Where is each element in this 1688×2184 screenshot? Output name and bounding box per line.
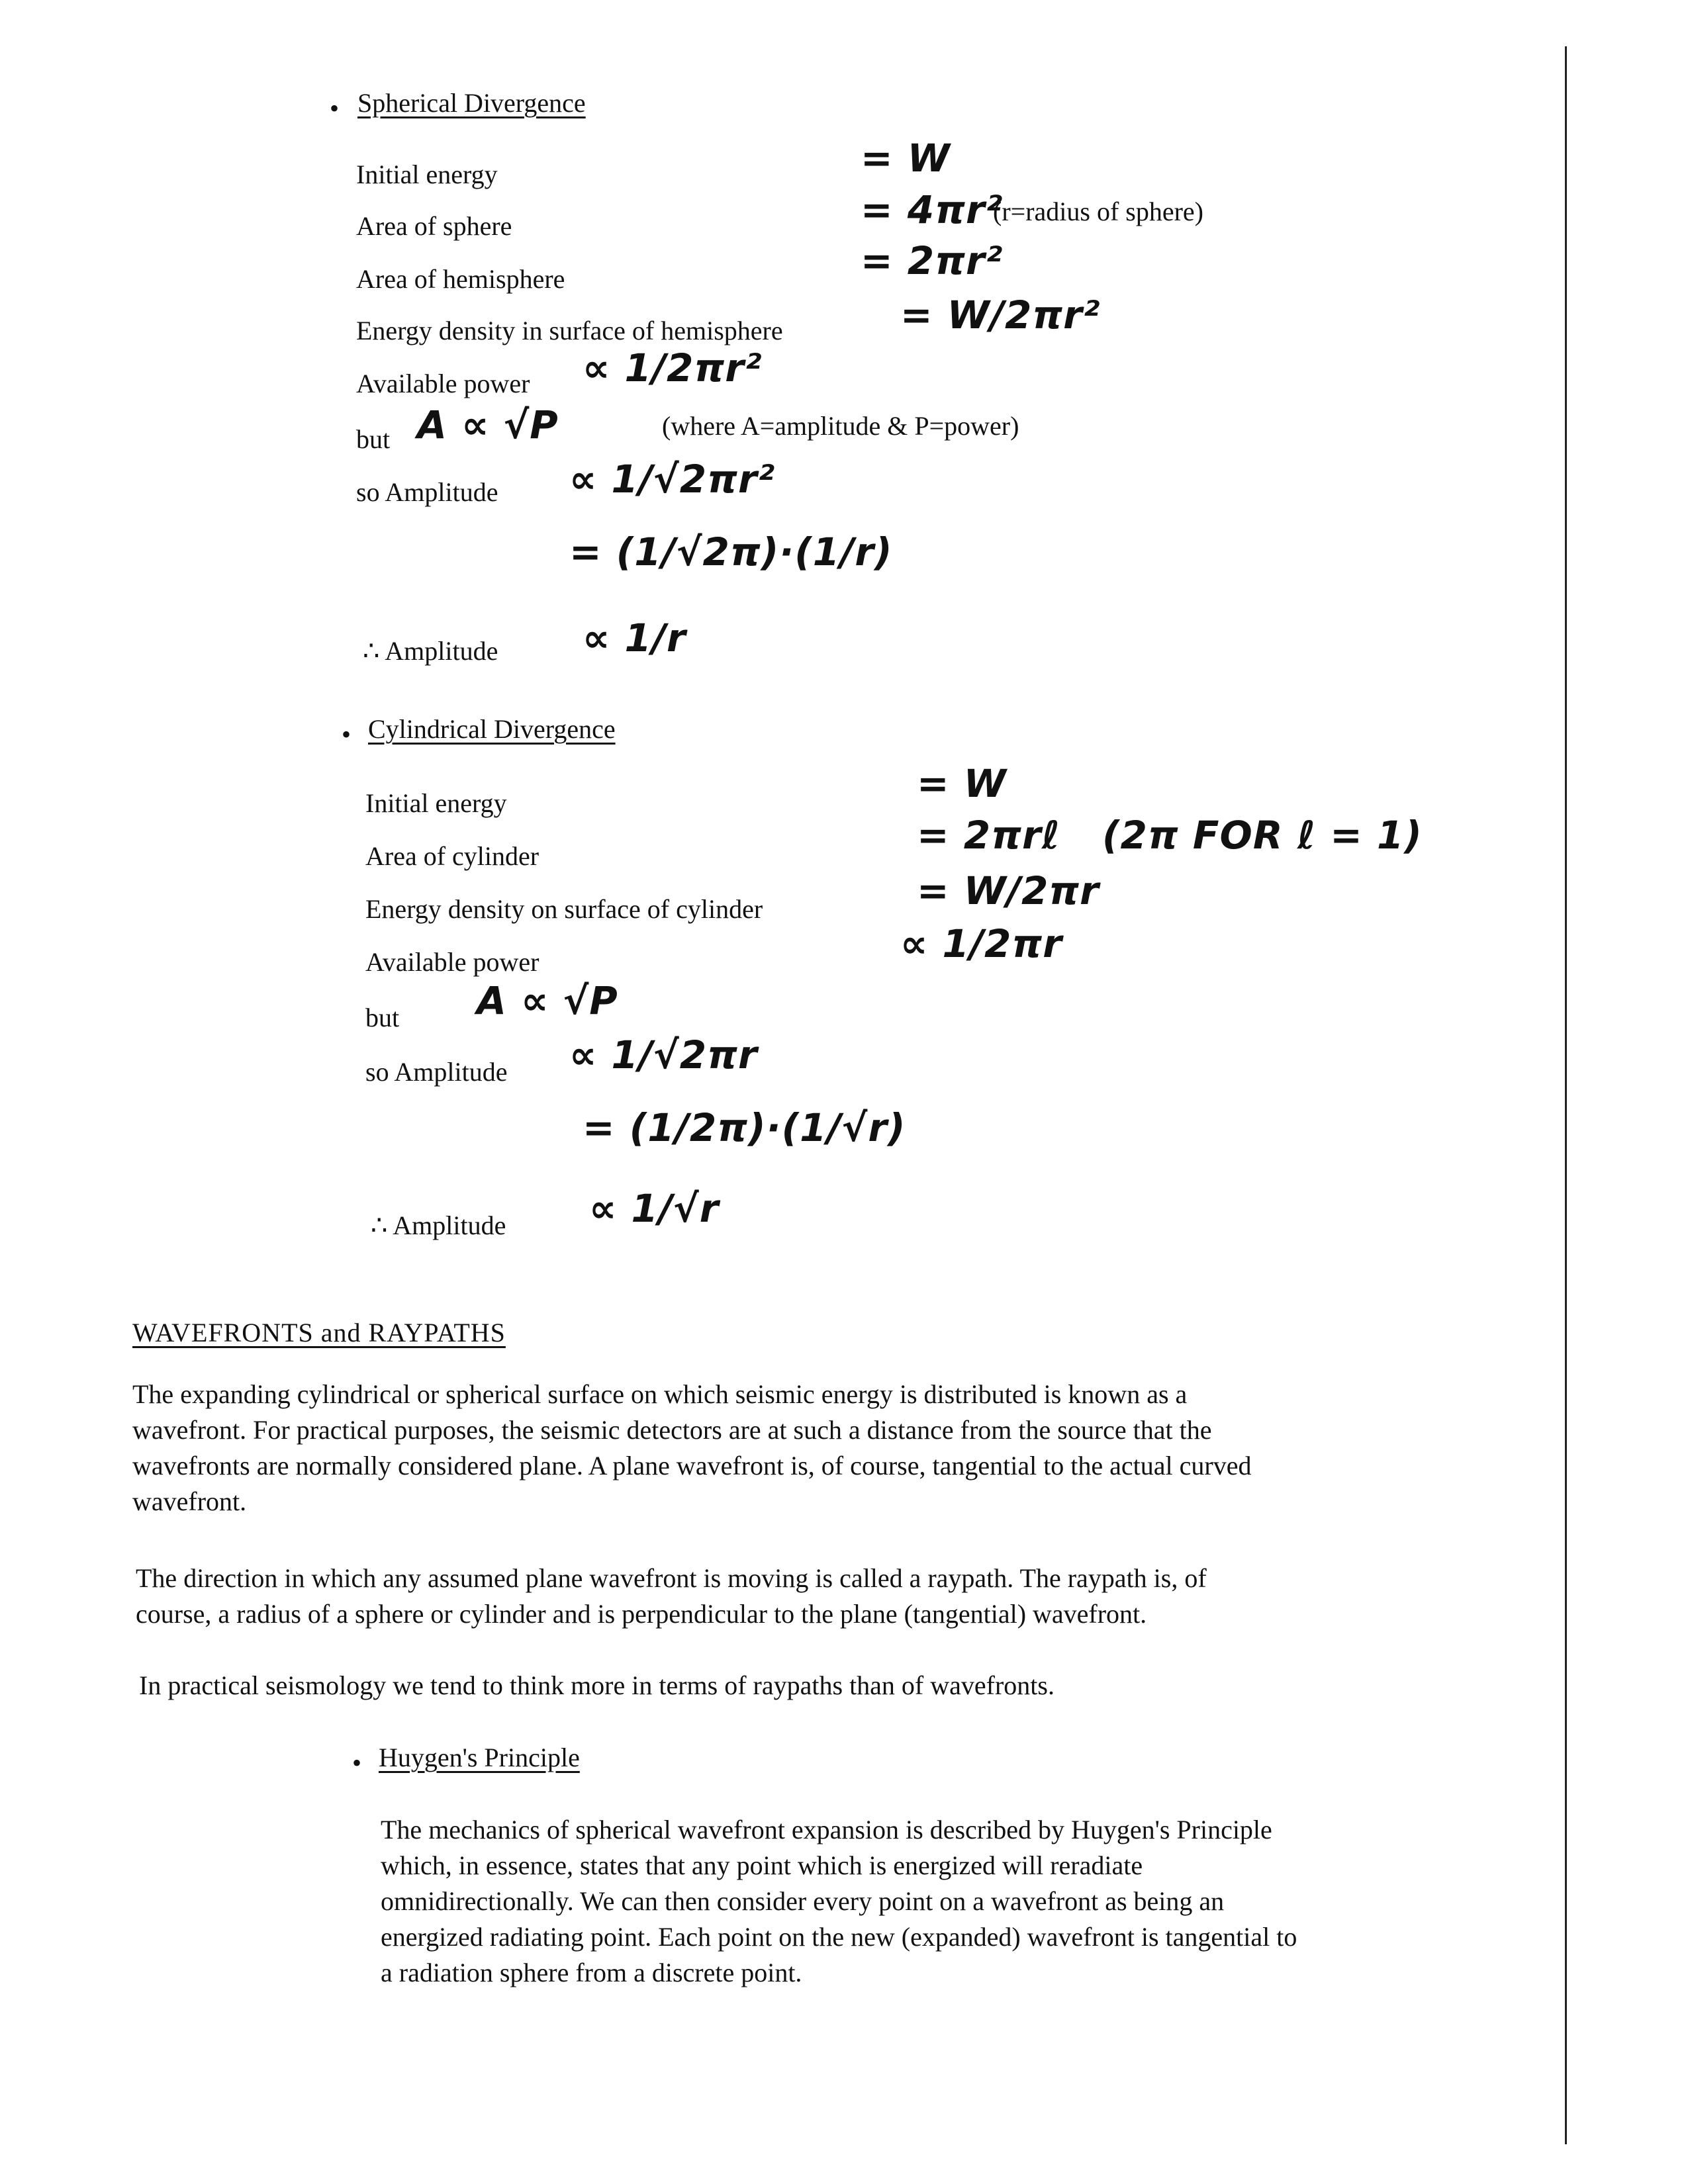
sph-value-5: ∝ 1/2πr² — [583, 345, 763, 390]
cyl-value-8: ∝ 1/√r — [589, 1186, 720, 1231]
cyl-label-4: Available power — [365, 947, 539, 977]
cyl-value-4: ∝ 1/2πr — [900, 921, 1062, 966]
sph-label-6: but — [356, 424, 391, 454]
sph-value-4: = W/2πr² — [900, 293, 1101, 338]
paragraph-line: course, a radius of a sphere or cylinder and is perpendicular to the plane (tangential) wavefront. — [136, 1599, 1147, 1629]
sph-note-2: (r=radius of sphere) — [993, 197, 1203, 226]
paragraph-line: In practical seismology we tend to think more in terms of raypaths than of wavefronts. — [139, 1670, 1055, 1700]
huygen-heading: Huygen's Principle — [379, 1743, 580, 1772]
cyl-value-2: = 2πrℓ — [917, 813, 1060, 858]
spherical-heading: Spherical Divergence — [357, 88, 586, 118]
paragraph-line: The expanding cylindrical or spherical surface on which seismic energy is distributed is known as a — [132, 1379, 1188, 1409]
sph-label-1: Initial energy — [356, 159, 498, 189]
sph-label-2: Area of sphere — [356, 211, 512, 241]
margin-rule — [1565, 46, 1567, 2144]
cyl-value-6: ∝ 1/√2πr — [569, 1032, 758, 1077]
wavefronts-paragraph-3 — [139, 1668, 1055, 1704]
cyl-value-5: A ∝ √P — [477, 978, 618, 1023]
sph-value-1: = W — [861, 136, 951, 181]
wavefronts-paragraph-2 — [136, 1561, 1207, 1632]
paragraph-line: wavefront. — [132, 1486, 247, 1516]
cyl-label-5: but — [365, 1003, 400, 1032]
cyl-label-3: Energy density on surface of cylinder — [365, 894, 763, 924]
bullet: • — [342, 719, 352, 749]
sph-value-8: = (1/√2π)·(1/r) — [569, 529, 893, 574]
sph-label-9: ∴ Amplitude — [363, 636, 498, 666]
paragraph-line: a radiation sphere from a discrete point. — [381, 1958, 802, 1987]
paragraph-line: energized radiating point. Each point on the new (expanded) wavefront is tangential to — [381, 1922, 1297, 1952]
paragraph-line: The mechanics of spherical wavefront expansion is described by Huygen's Principle — [381, 1815, 1272, 1844]
sph-label-4: Energy density in surface of hemisphere — [356, 316, 783, 345]
sph-label-5: Available power — [356, 369, 530, 398]
sph-value-2: = 4πr² — [861, 187, 1004, 232]
wavefronts-heading: WAVEFRONTS and RAYPATHS — [132, 1318, 506, 1347]
sph-value-6: A ∝ √P — [417, 402, 559, 447]
sph-note-6: (where A=amplitude & P=power) — [662, 411, 1019, 441]
cyl-value-1: = W — [917, 761, 1007, 806]
sph-value-7: ∝ 1/√2πr² — [569, 457, 775, 502]
paragraph-line: which, in essence, states that any point which is energized will reradiate — [381, 1850, 1143, 1880]
cylindrical-heading: Cylindrical Divergence — [368, 714, 616, 744]
paragraph-line: The direction in which any assumed plane wavefront is moving is called a raypath. The raypath is, of — [136, 1563, 1207, 1593]
cyl-note-2: (2π FOR ℓ = 1) — [1102, 813, 1423, 858]
huygen-paragraph — [381, 1812, 1297, 1991]
sph-label-3: Area of hemisphere — [356, 264, 565, 294]
cyl-label-2: Area of cylinder — [365, 841, 539, 871]
sph-value-3: = 2πr² — [861, 238, 1004, 283]
cyl-label-8: ∴ Amplitude — [371, 1210, 506, 1240]
paragraph-line: omnidirectionally. We can then consider every point on a wavefront as being an — [381, 1886, 1225, 1916]
bullet: • — [352, 1748, 362, 1778]
paragraph-line: wavefront. For practical purposes, the seismic detectors are at such a distance from the source that the — [132, 1415, 1212, 1445]
sph-label-7: so Amplitude — [356, 477, 498, 507]
cyl-value-3: = W/2πr — [917, 868, 1100, 913]
cyl-label-1: Initial energy — [365, 788, 507, 818]
sph-value-9: ∝ 1/r — [583, 615, 686, 660]
cyl-value-7: = (1/2π)·(1/√r) — [583, 1105, 906, 1150]
bullet: • — [330, 93, 340, 123]
cyl-label-6: so Amplitude — [365, 1057, 508, 1087]
paragraph-line: wavefronts are normally considered plane. A plane wavefront is, of course, tangential to the actual curved — [132, 1451, 1252, 1480]
wavefronts-paragraph-1 — [132, 1377, 1252, 1520]
